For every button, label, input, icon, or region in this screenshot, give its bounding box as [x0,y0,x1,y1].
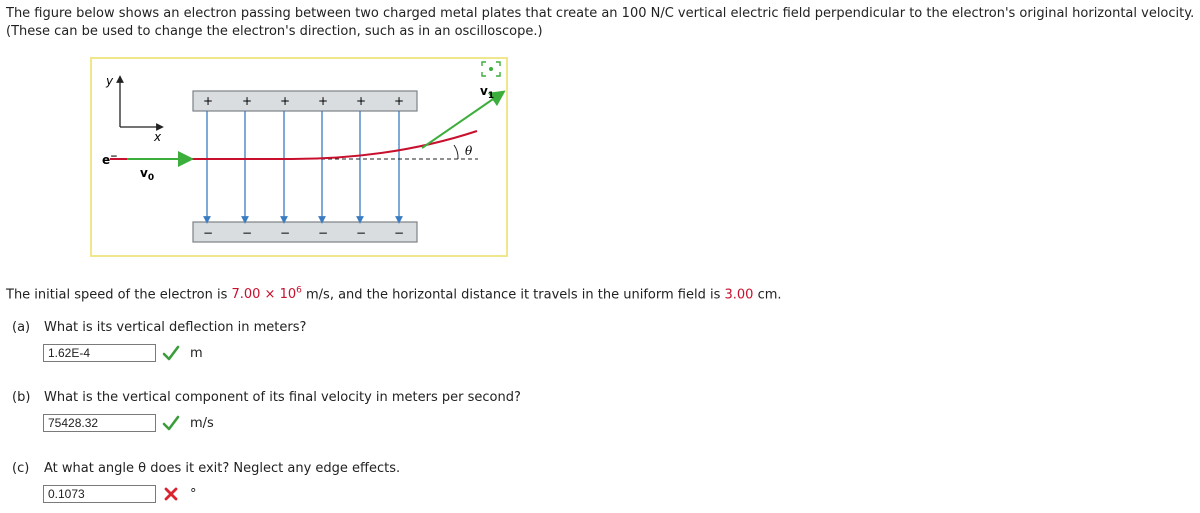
bottom-plate-negative [193,222,417,242]
incorrect-x-icon [160,485,182,503]
part-c-label: (c) [12,461,30,476]
electron-path [110,131,477,159]
minus-sign: − [242,226,253,240]
figure-diagram [92,59,506,255]
part-c-answer-row [43,484,197,504]
part-a-answer-input[interactable]: 1.62E-4 [43,344,156,362]
part-c-question [12,461,400,476]
given-values-sentence [6,286,782,302]
part-b-answer-input[interactable]: 75428.32 [43,414,156,432]
part-a-text: What is its vertical deflection in meters? [44,320,307,335]
part-b-label: (b) [12,390,31,405]
expand-image-icon[interactable] [482,62,500,76]
coordinate-axes [105,74,162,144]
minus-sign: − [356,226,367,240]
intro-line-1: The figure below shows an electron passing between two charged metal plates that create an 100 N/C vertical electric field perpendicular to the electron's original horizontal velocity. [6,6,1195,21]
given-text: cm. [753,287,782,303]
plus-sign: + [280,94,291,108]
part-a-unit: m [190,345,203,361]
plus-sign: + [242,94,253,108]
part-c-text: At what angle θ does it exit? Neglect any edge effects. [44,461,401,476]
correct-check-icon [160,414,182,432]
problem-intro [6,5,1196,41]
minus-sign: − [203,226,214,240]
theta-label: θ [465,144,473,158]
v0-label: $v_0$ [140,166,155,183]
plus-sign: + [318,94,329,108]
minus-sign: − [394,226,405,240]
part-c-answer-input[interactable]: 0.1073 [43,485,156,503]
part-a-label: (a) [12,320,31,335]
part-c-unit: ° [190,486,197,502]
intro-line-2: (These can be used to change the electron's direction, such as in an oscilloscope.) [6,24,543,39]
minus-sign: − [318,226,329,240]
correct-check-icon [160,344,182,362]
distance-value: 3.00 [724,287,754,303]
plus-sign: + [394,94,405,108]
top-plate-positive [193,91,417,111]
minus-sign: − [280,226,291,240]
axis-y-label: y [106,74,114,88]
axis-x-label: x [154,130,162,144]
angle-arc [454,145,458,159]
plus-sign: + [203,94,214,108]
part-b-unit: m/s [190,415,214,431]
given-text: m/s, and the horizontal distance it travels in the uniform field is [301,287,725,303]
initial-speed-value: $7.00 \times 10^6$ [231,286,302,303]
part-b-question [12,390,521,405]
part-a-answer-row [43,343,203,363]
electron-label: e− [102,152,118,167]
plus-sign: + [356,94,367,108]
v1-label: $v_1$ [480,84,495,101]
electron-deflection-figure [90,57,508,257]
part-a-question [12,320,306,335]
part-b-text: What is the vertical component of its final velocity in meters per second? [44,390,521,405]
given-text: The initial speed of the electron is [6,287,232,303]
final-velocity-arrow [422,95,499,148]
part-b-answer-row [43,413,214,433]
electric-field-lines [207,111,399,220]
